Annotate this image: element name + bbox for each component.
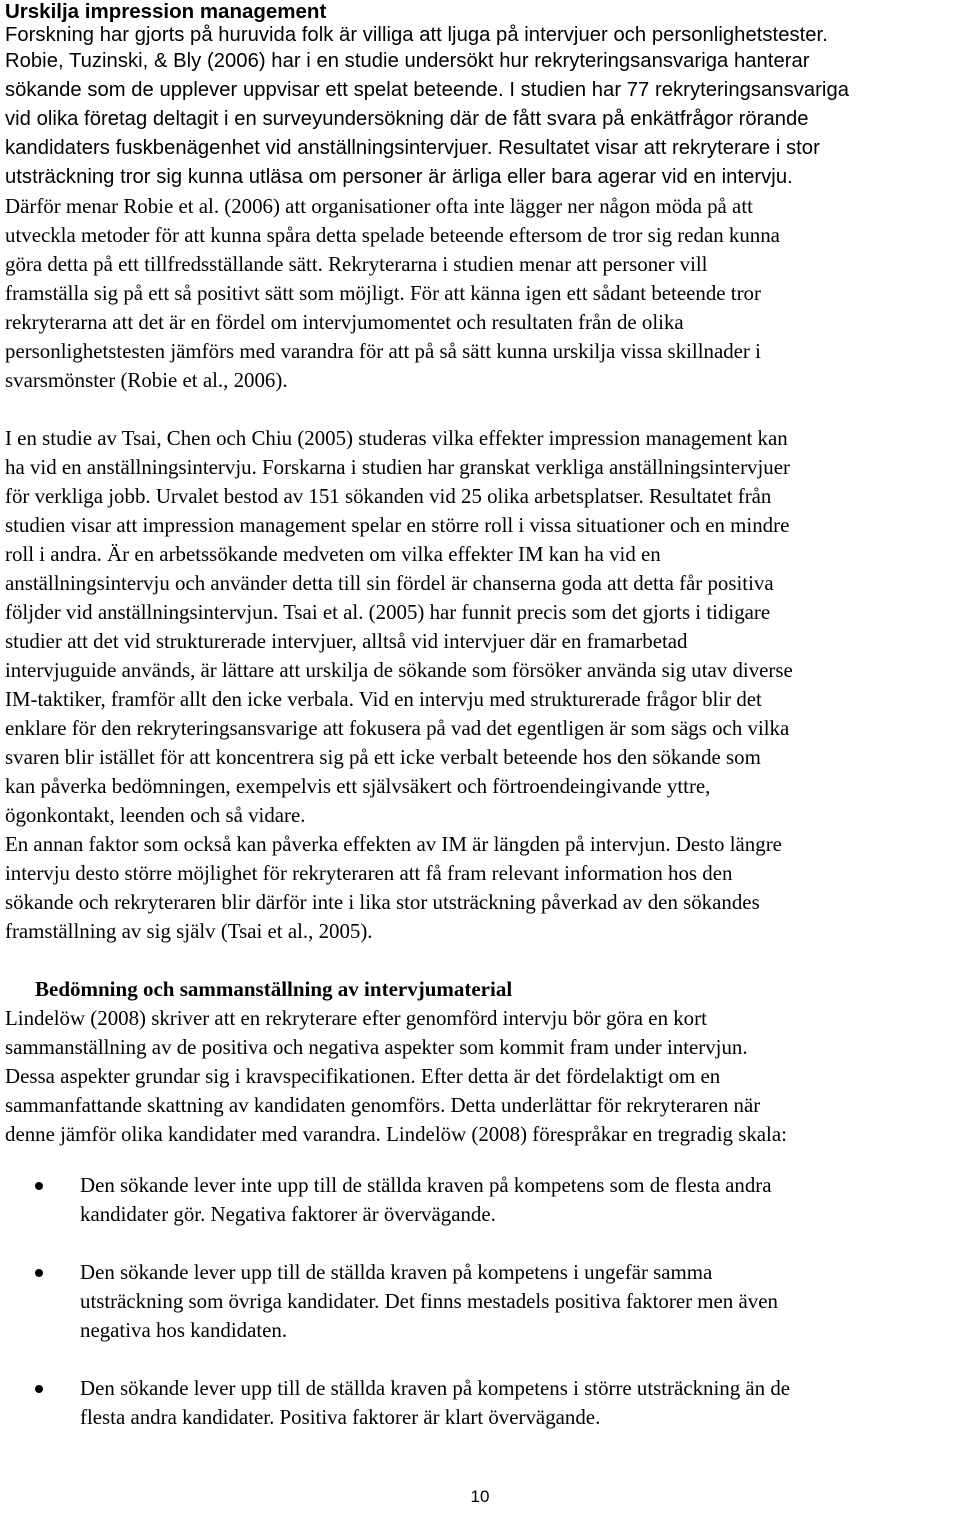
text-line: vid olika företag deltagit i en surveyundersökning där de fått svara på enkätfrågor rörande [5,108,809,130]
text-line: intervjuguide används, är lättare att urskilja de sökande som försöker använda sig utav diverse [5,658,793,682]
bullet-dot-icon [35,1269,43,1277]
list-spacer [5,1229,958,1258]
text-line: framställning av sig själv (Tsai et al., 2005). [5,919,373,943]
text-line: anställningsintervju och använder detta till sin fördel är chanserna goda att detta får positiva [5,571,774,595]
text-line: Forskning har gjorts på huruvida folk är villiga att ljuga på intervjuer och personlighetstester. [5,24,828,46]
text-line: IM-taktiker, framför allt den icke verbala. Vid en intervju med strukturerade frågor blir det [5,687,762,711]
text-line: sökande och rekryteraren blir därför inte i lika stor utsträckning påverkad av den sökandes [5,890,760,914]
text-line: Den sökande lever inte upp till de ställda kraven på kompetens som de flesta andra [80,1173,772,1197]
text-line: framställa sig på ett så positivt sätt som möjligt. För att känna igen ett sådant beteende tror [5,281,761,305]
paragraph-research-intro [5,23,958,192]
text-line: göra detta på ett tillfredsställande sätt. Rekryterarna i studien menar att personer vill [5,252,708,276]
text-line: för verkliga jobb. Urvalet bestod av 151 sökanden vid 25 olika arbetsplatser. Resultatet från [5,484,772,508]
text-line: Dessa aspekter grundar sig i kravspecifikationen. Efter detta är det fördelaktigt om en [5,1064,721,1088]
paragraph-spacer [5,1149,958,1171]
section-heading-impression-management: Urskilja impression management [5,0,327,23]
text-line: Den sökande lever upp till de ställda kraven på kompetens i större utsträckning än de [80,1376,791,1400]
text-line: kan påverka bedömningen, exempelvis ett självsäkert och förtroendeingivande yttre, [5,774,711,798]
text-line: flesta andra kandidater. Positiva faktorer är klart övervägande. [80,1405,601,1429]
bullet-list-scale [5,1171,958,1432]
text-line: ha vid en anställningsintervju. Forskarna i studien har granskat verkliga anställningsintervjuer [5,455,790,479]
text-line: Lindelöw (2008) skriver att en rekryterare efter genomförd intervju bör göra en kort [5,1006,707,1030]
paragraph-spacer [5,395,958,424]
text-line: kandidater gör. Negativa faktorer är övervägande. [80,1202,496,1226]
document-page [5,0,958,1432]
paragraph-lindelow [5,1004,958,1149]
text-line: studier att det vid strukturerade intervjuer, alltså vid intervjuer där en framarbetad [5,629,688,653]
bullet-dot-icon [35,1385,43,1393]
list-spacer [5,1345,958,1374]
text-line: intervju desto större möjlighet för rekryteraren att få fram relevant information hos den [5,861,733,885]
list-item [5,1258,958,1345]
text-line: svaren blir istället för att koncentrera sig på ett icke verbalt beteende hos den sökande som [5,745,761,769]
text-line: denne jämför olika kandidater med varandra. Lindelöw (2008) förespråkar en tregradig skala: [5,1122,787,1146]
text-line: sökande som de upplever uppvisar ett spelat beteende. I studien har 77 rekryteringsansvariga [5,79,850,101]
text-line: enklare för den rekryteringsansvarige att fokusera på vad det egentligen är som sägs och vilka [5,716,790,740]
text-line: utveckla metoder för att kunna spåra detta spelade beteende eftersom de tror sig redan kunna [5,223,780,247]
text-line: ögonkontakt, leenden och så vidare. [5,803,306,827]
text-line: sammanställning av de positiva och negativa aspekter som kommit fram under intervjun. [5,1035,748,1059]
text-line: I en studie av Tsai, Chen och Chiu (2005) studeras vilka effekter impression management kan [5,426,788,450]
paragraph-interview-length [5,830,958,946]
text-line: Den sökande lever upp till de ställda kraven på kompetens i ungefär samma [80,1260,713,1284]
bullet-dot-icon [35,1182,43,1190]
paragraph-spacer [5,946,958,975]
text-line: sammanfattande skattning av kandidaten genomförs. Detta underlättar för rekryteraren när [5,1093,761,1117]
text-line: utsträckning tror sig kunna utläsa om personer är ärliga eller bara agerar vid en intervju. [5,166,793,188]
text-line: Robie, Tuzinski, & Bly (2006) har i en studie undersökt hur rekryteringsansvariga hanterar [5,50,810,72]
list-item [5,1374,958,1432]
paragraph-robie-conclusion [5,192,958,395]
section-heading-assessment: Bedömning och sammanställning av intervjumaterial [35,977,513,1001]
paragraph-tsai-study [5,424,958,830]
text-line: rekryterarna att det är en fördel om intervjumomentet och resultaten från de olika [5,310,684,334]
text-line: personlighetstesten jämförs med varandra för att på så sätt kunna urskilja vissa skillnader i [5,339,761,363]
text-line: En annan faktor som också kan påverka effekten av IM är längden på intervjun. Desto längre [5,832,782,856]
list-item [5,1171,958,1229]
text-line: roll i andra. Är en arbetssökande medveten om vilka effekter IM kan ha vid en [5,542,661,566]
text-line: Därför menar Robie et al. (2006) att organisationer ofta inte lägger ner någon möda på att [5,194,753,218]
text-line: utsträckning som övriga kandidater. Det finns mestadels positiva faktorer men även [80,1289,778,1313]
page-number: 10 [470,1487,490,1506]
text-line: studien visar att impression management spelar en större roll i vissa situationer och en mindre [5,513,790,537]
text-line: negativa hos kandidaten. [80,1318,288,1342]
text-line: kandidaters fuskbenägenhet vid anställningsintervjuer. Resultatet visar att rekryterare i stor [5,137,820,159]
text-line: svarsmönster (Robie et al., 2006). [5,368,288,392]
text-line: följder vid anställningsintervjun. Tsai et al. (2005) har funnit precis som det gjorts i tidigare [5,600,771,624]
